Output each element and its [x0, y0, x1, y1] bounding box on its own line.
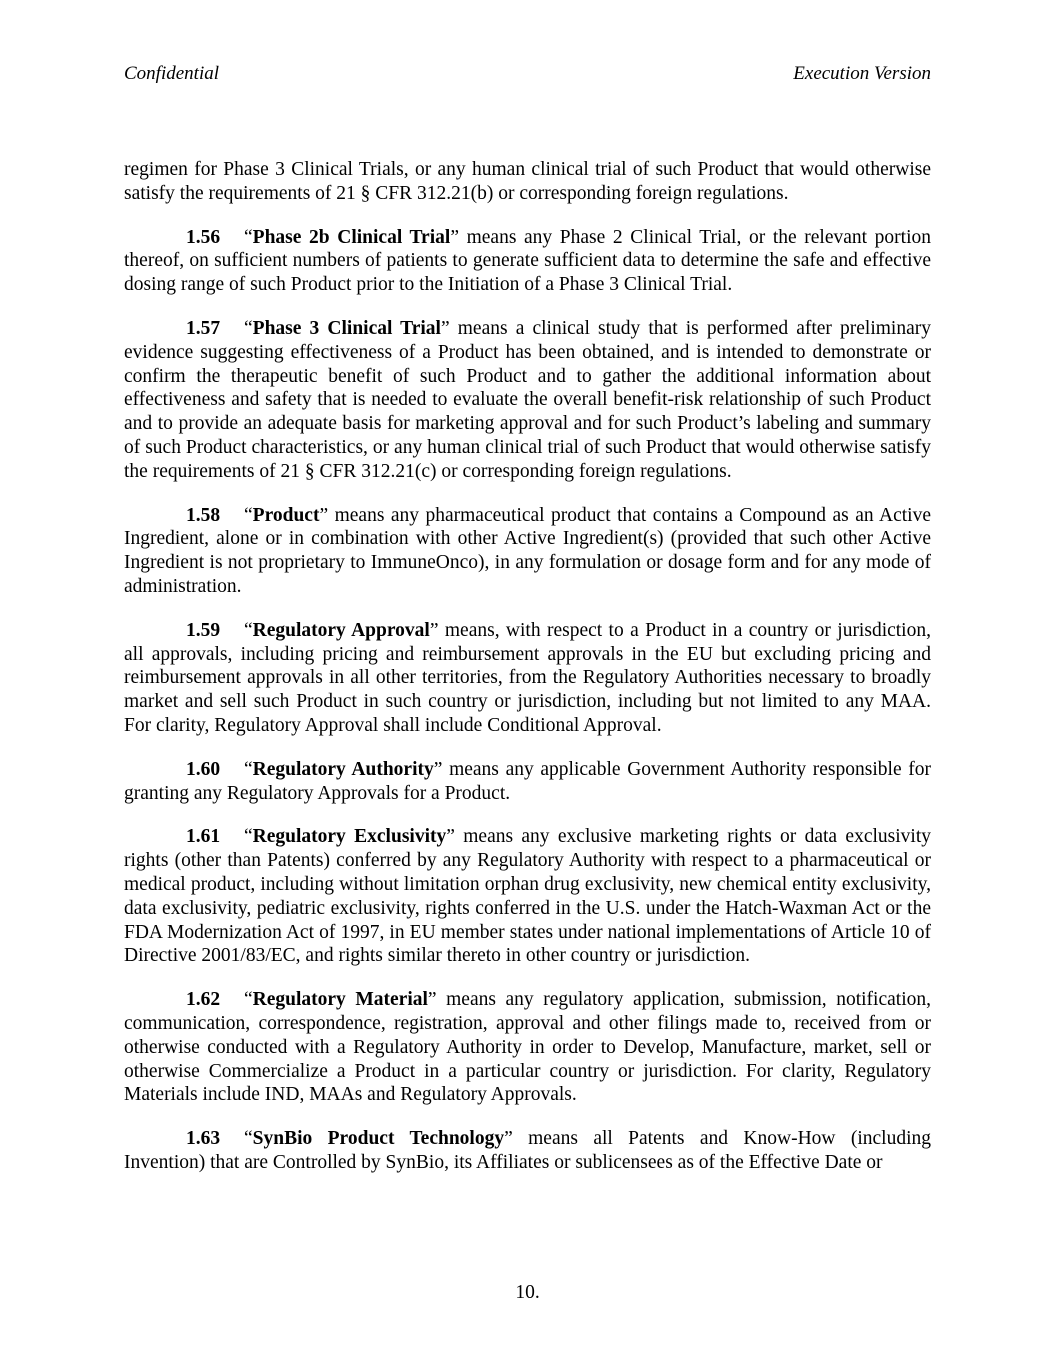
- definition-number: 1.56: [186, 226, 221, 248]
- definition-text: means any pharmaceutical product that contains a Compound as an Active Ingredient, alone or in combination with other Active Ingredient(s) (provided that such other Active Ingredient is not proprietary to ImmuneOnco), in any formulation or dosage form and for any mode of administration.: [124, 504, 931, 597]
- definition-text: means any applicable Government Authority responsible for granting any Regulatory Approvals for a Product.: [124, 758, 932, 804]
- definition-1-63: 1.63 “SynBio Product Technology” means all Patents and Know-How (including Invention) that are Controlled by SynBio, its Affiliates or sublicensees as of the Effective Date or: [124, 1128, 932, 1173]
- definition-number: 1.62: [186, 989, 221, 1011]
- definition-text: means all Patents and Know-How (including Invention) that are Controlled by SynBio, its Affiliates or sublicensees as of the Effective Date or: [124, 1128, 932, 1173]
- definition-number: 1.60: [186, 758, 221, 780]
- definition-number: 1.59: [186, 619, 221, 641]
- definition-1-60: 1.60 “Regulatory Authority” means any applicable Government Authority responsible for granting any Regulatory Approvals for a Product.: [124, 758, 932, 804]
- definition-term: Regulatory Authority: [252, 758, 434, 780]
- definition-number: 1.57: [186, 317, 221, 339]
- continuation-paragraph: regimen for Phase 3 Clinical Trials, or any human clinical trial of such Product that would otherwise satisfy the requirements of 21 § CFR 312.21(b) or corresponding foreign regulations.: [124, 159, 931, 204]
- definition-1-57: 1.57 “Phase 3 Clinical Trial” means a clinical study that is performed after preliminary evidence suggesting effectiveness of a Product has been obtained, and is intended to demonstrate or confirm the therapeutic benefit of such Product and to gather the additional information about effectiveness and safety that is needed to evaluate the overall benefit-risk relationship of such Product and to provide an adequate basis for marketing approval and for such Product’s labeling and summary of such Product characteristics, or any human clinical trial of such Product that would otherwise satisfy the requirements of 21 § CFR 312.21(c) or corresponding foreign regulations.: [124, 317, 931, 482]
- page-number: 10.: [515, 1282, 540, 1303]
- definition-1-59: 1.59 “Regulatory Approval” means, with respect to a Product in a country or jurisdiction, all approvals, including pricing and reimbursement approvals in the EU but excluding pricing and reimbursement approvals in all other territories, from the Regulatory Authorities necessary to broadly market and sell such Product in such country or jurisdiction, including but not limited to any MAA. For clarity, Regulatory Approval shall include Conditional Approval.: [124, 619, 931, 736]
- definition-text: means any regulatory application, submission, notification, communication, correspondence, registration, approval and other filings made to, received from or otherwise conducted with a Regulatory Authority in order to Develop, Manufacture, market, sell or otherwise Commercialize a Product in a particular country or jurisdiction. For clarity, Regulatory Materials include IND, MAAs and Regulatory Approvals.: [124, 989, 931, 1106]
- definition-text: means, with respect to a Product in a country or jurisdiction, all approvals, including pricing and reimbursement approvals in the EU but excluding pricing and reimbursement approvals in all other territories, from the Regulatory Authorities necessary to broadly market and sell such Product in such country or jurisdiction, including but not limited to any MAA. For clarity, Regulatory Approval shall include Conditional Approval.: [124, 619, 931, 736]
- definition-1-58: 1.58 “Product” means any pharmaceutical product that contains a Compound as an Active Ingredient, alone or in combination with other Active Ingredient(s) (provided that such other Active Ingredient is not proprietary to ImmuneOnco), in any formulation or dosage form and for any mode of administration.: [124, 504, 931, 597]
- definition-text: means a clinical study that is performed after preliminary evidence suggesting effectiveness of a Product has been obtained, and is intended to demonstrate or confirm the therapeutic benefit of such Product and to gather the additional information about effectiveness and safety that is needed to evaluate the overall benefit-risk relationship of such Product and to provide an adequate basis for marketing approval and for such Product’s labeling and summary of such Product characteristics, or any human clinical trial of such Product that would otherwise satisfy the requirements of 21 § CFR 312.21(c) or corresponding foreign regulations.: [124, 317, 931, 482]
- definition-term: Product: [252, 504, 320, 526]
- definition-term: SynBio Product Technology: [252, 1128, 505, 1150]
- definition-text: means any Phase 2 Clinical Trial, or the relevant portion thereof, on sufficient numbers of patients to generate sufficient data to determine the safe and effective dosing range of such Product prior to the Initiation of a Phase 3 Clinical Trial.: [124, 226, 932, 296]
- definition-text: means any exclusive marketing rights or data exclusivity rights (other than Patents) conferred by any Regulatory Authority with respect to a pharmaceutical or medical product, including without limitation orphan drug exclusivity, new chemical entity exclusivity, data exclusivity, pediatric exclusivity, rights conferred in the U.S. under the Hatch-Waxman Act or the FDA Modernization Act of 1997, in EU member states under national implementations of Article 10 of Directive 2001/83/EC, and rights similar thereto in other country or jurisdiction.: [124, 826, 931, 967]
- definition-1-61: 1.61 “Regulatory Exclusivity” means any exclusive marketing rights or data exclusivity rights (other than Patents) conferred by any Regulatory Authority with respect to a pharmaceutical or medical product, including without limitation orphan drug exclusivity, new chemical entity exclusivity, data exclusivity, pediatric exclusivity, rights conferred in the U.S. under the Hatch-Waxman Act or the FDA Modernization Act of 1997, in EU member states under national implementations of Article 10 of Directive 2001/83/EC, and rights similar thereto in other country or jurisdiction.: [124, 826, 931, 967]
- definition-number: 1.58: [186, 504, 221, 526]
- definition-term: Regulatory Material: [252, 989, 428, 1011]
- definition-number: 1.61: [186, 826, 221, 848]
- definition-1-56: 1.56 “Phase 2b Clinical Trial” means any Phase 2 Clinical Trial, or the relevant portion thereof, on sufficient numbers of patients to generate sufficient data to determine the safe and effective dosing range of such Product prior to the Initiation of a Phase 3 Clinical Trial.: [124, 226, 932, 296]
- definition-term: Regulatory Exclusivity: [252, 826, 447, 848]
- header-confidential: Confidential: [124, 63, 219, 84]
- definition-1-62: 1.62 “Regulatory Material” means any regulatory application, submission, notification, communication, correspondence, registration, approval and other filings made to, received from or otherwise conducted with a Regulatory Authority in order to Develop, Manufacture, market, sell or otherwise Commercialize a Product in a particular country or jurisdiction. For clarity, Regulatory Materials include IND, MAAs and Regulatory Approvals.: [124, 989, 931, 1106]
- definition-term: Phase 2b Clinical Trial: [252, 226, 451, 248]
- definition-number: 1.63: [186, 1128, 221, 1150]
- document-body: [124, 158, 931, 1175]
- definition-term: Phase 3 Clinical Trial: [252, 317, 441, 339]
- header-execution-version: Execution Version: [793, 63, 931, 84]
- definition-term: Regulatory Approval: [252, 619, 430, 641]
